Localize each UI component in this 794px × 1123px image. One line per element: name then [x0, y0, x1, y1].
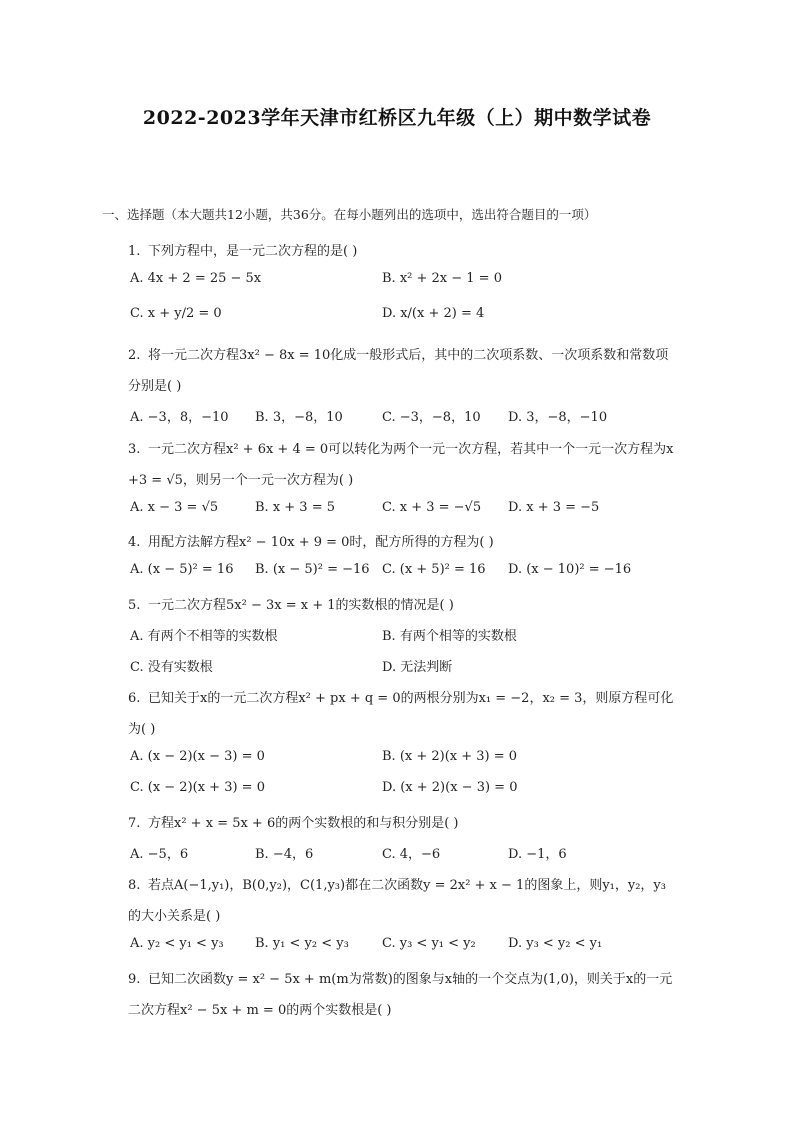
q1-option-c: C. x + y/2 = 0 — [130, 306, 222, 321]
question-3-stem — [128, 438, 674, 457]
q7-option-a: A. −5，6 — [130, 847, 189, 862]
q6-option-a: A. (x − 2)(x − 3) = 0 — [130, 749, 265, 764]
q3-option-d: D. x + 3 = −5 — [508, 500, 600, 515]
q3-option-b: B. x + 3 = 5 — [255, 500, 336, 515]
q7-option-d: D. −1，6 — [508, 847, 567, 862]
question-8-stem-cont: 的大小关系是( ) — [128, 909, 221, 924]
q3-option-a: A. x − 3 = √5 — [130, 500, 219, 515]
question-9-stem — [128, 968, 672, 987]
q2-option-a: A. −3，8，−10 — [130, 410, 229, 425]
question-number: 4. — [128, 535, 141, 550]
question-number: 7. — [128, 816, 141, 831]
question-text: 下列方程中，是一元二次方程的是( ) — [148, 244, 358, 259]
q1-option-a: A. 4x + 2 = 25 − 5x — [130, 271, 262, 286]
question-number: 9. — [128, 972, 141, 987]
page-title: 2022-2023学年天津市红桥区九年级（上）期中数学试卷 — [142, 107, 652, 129]
q8-option-b: B. y₁ < y₂ < y₃ — [255, 936, 349, 951]
q4-option-d: D. (x − 10)² = −16 — [508, 562, 632, 577]
question-8-stem — [128, 874, 666, 893]
q2-option-d: D. 3，−8，−10 — [508, 410, 608, 425]
q2-option-c: C. −3，−8，10 — [382, 410, 481, 425]
question-number: 8. — [128, 878, 141, 893]
question-1-stem — [128, 240, 357, 259]
section-heading: 一、选择题（本大题共12小题，共36分。在每小题列出的选项中，选出符合题目的一项） — [102, 207, 597, 222]
question-text: 已知二次函数y = x² − 5x + m(m为常数)的图象与x轴的一个交点为(1,0)，则关于x的一元 — [148, 972, 673, 987]
question-text: 一元二次方程x² + 6x + 4 = 0可以转化为两个一元一次方程，若其中一个一元一次方程为x — [148, 442, 674, 457]
q2-option-b: B. 3，−8，10 — [255, 410, 343, 425]
question-text: 方程x² + x = 5x + 6的两个实数根的和与积分别是( ) — [148, 816, 459, 831]
question-number: 3. — [128, 442, 141, 457]
question-4-stem — [128, 531, 494, 550]
question-text: 一元二次方程5x² − 3x = x + 1的实数根的情况是( ) — [148, 598, 454, 613]
question-number: 1. — [128, 244, 141, 259]
question-text: 若点A(−1,y₁)，B(0,y₂)，C(1,y₃)都在二次函数y = 2x² + x − 1的图象上，则y₁，y₂，y₃ — [148, 878, 666, 893]
question-text: 用配方法解方程x² − 10x + 9 = 0时，配方所得的方程为( ) — [148, 535, 494, 550]
q1-option-d: D. x/(x + 2) = 4 — [382, 306, 485, 321]
q3-option-c: C. x + 3 = −√5 — [382, 500, 482, 515]
q5-option-d: D. 无法判断 — [382, 660, 453, 675]
question-2-stem — [128, 344, 668, 363]
q5-option-c: C. 没有实数根 — [130, 660, 213, 675]
question-9-stem-cont: 二次方程x² − 5x + m = 0的两个实数根是( ) — [128, 1003, 392, 1018]
question-6-stem — [128, 687, 673, 706]
q5-option-a: A. 有两个不相等的实数根 — [130, 629, 278, 644]
q4-option-a: A. (x − 5)² = 16 — [130, 562, 234, 577]
q7-option-c: C. 4，−6 — [382, 847, 441, 862]
question-number: 2. — [128, 348, 141, 363]
question-text: 将一元二次方程3x² − 8x = 10化成一般形式后，其中的二次项系数、一次项系数和常数项 — [148, 348, 669, 363]
q8-option-c: C. y₃ < y₁ < y₂ — [382, 936, 476, 951]
q6-option-b: B. (x + 2)(x + 3) = 0 — [382, 749, 518, 764]
q6-option-c: C. (x − 2)(x + 3) = 0 — [130, 780, 265, 795]
q8-option-d: D. y₃ < y₂ < y₁ — [508, 936, 603, 951]
q8-option-a: A. y₂ < y₁ < y₃ — [130, 936, 224, 951]
question-5-stem — [128, 594, 454, 613]
q4-option-c: C. (x + 5)² = 16 — [382, 562, 486, 577]
question-3-stem-cont: +3 = √5，则另一个一元一次方程为( ) — [128, 473, 354, 488]
question-7-stem — [128, 812, 459, 831]
question-number: 6. — [128, 691, 141, 706]
question-text: 已知关于x的一元二次方程x² + px + q = 0的两根分别为x₁ = −2，x₂ = 3，则原方程可化 — [148, 691, 674, 706]
question-2-stem-cont: 分别是( ) — [128, 379, 182, 394]
q4-option-b: B. (x − 5)² = −16 — [255, 562, 370, 577]
q5-option-b: B. 有两个相等的实数根 — [382, 629, 517, 644]
question-6-stem-cont: 为( ) — [128, 722, 156, 737]
q1-option-b: B. x² + 2x − 1 = 0 — [382, 271, 502, 286]
question-number: 5. — [128, 598, 141, 613]
q7-option-b: B. −4，6 — [255, 847, 314, 862]
q6-option-d: D. (x + 2)(x − 3) = 0 — [382, 780, 518, 795]
